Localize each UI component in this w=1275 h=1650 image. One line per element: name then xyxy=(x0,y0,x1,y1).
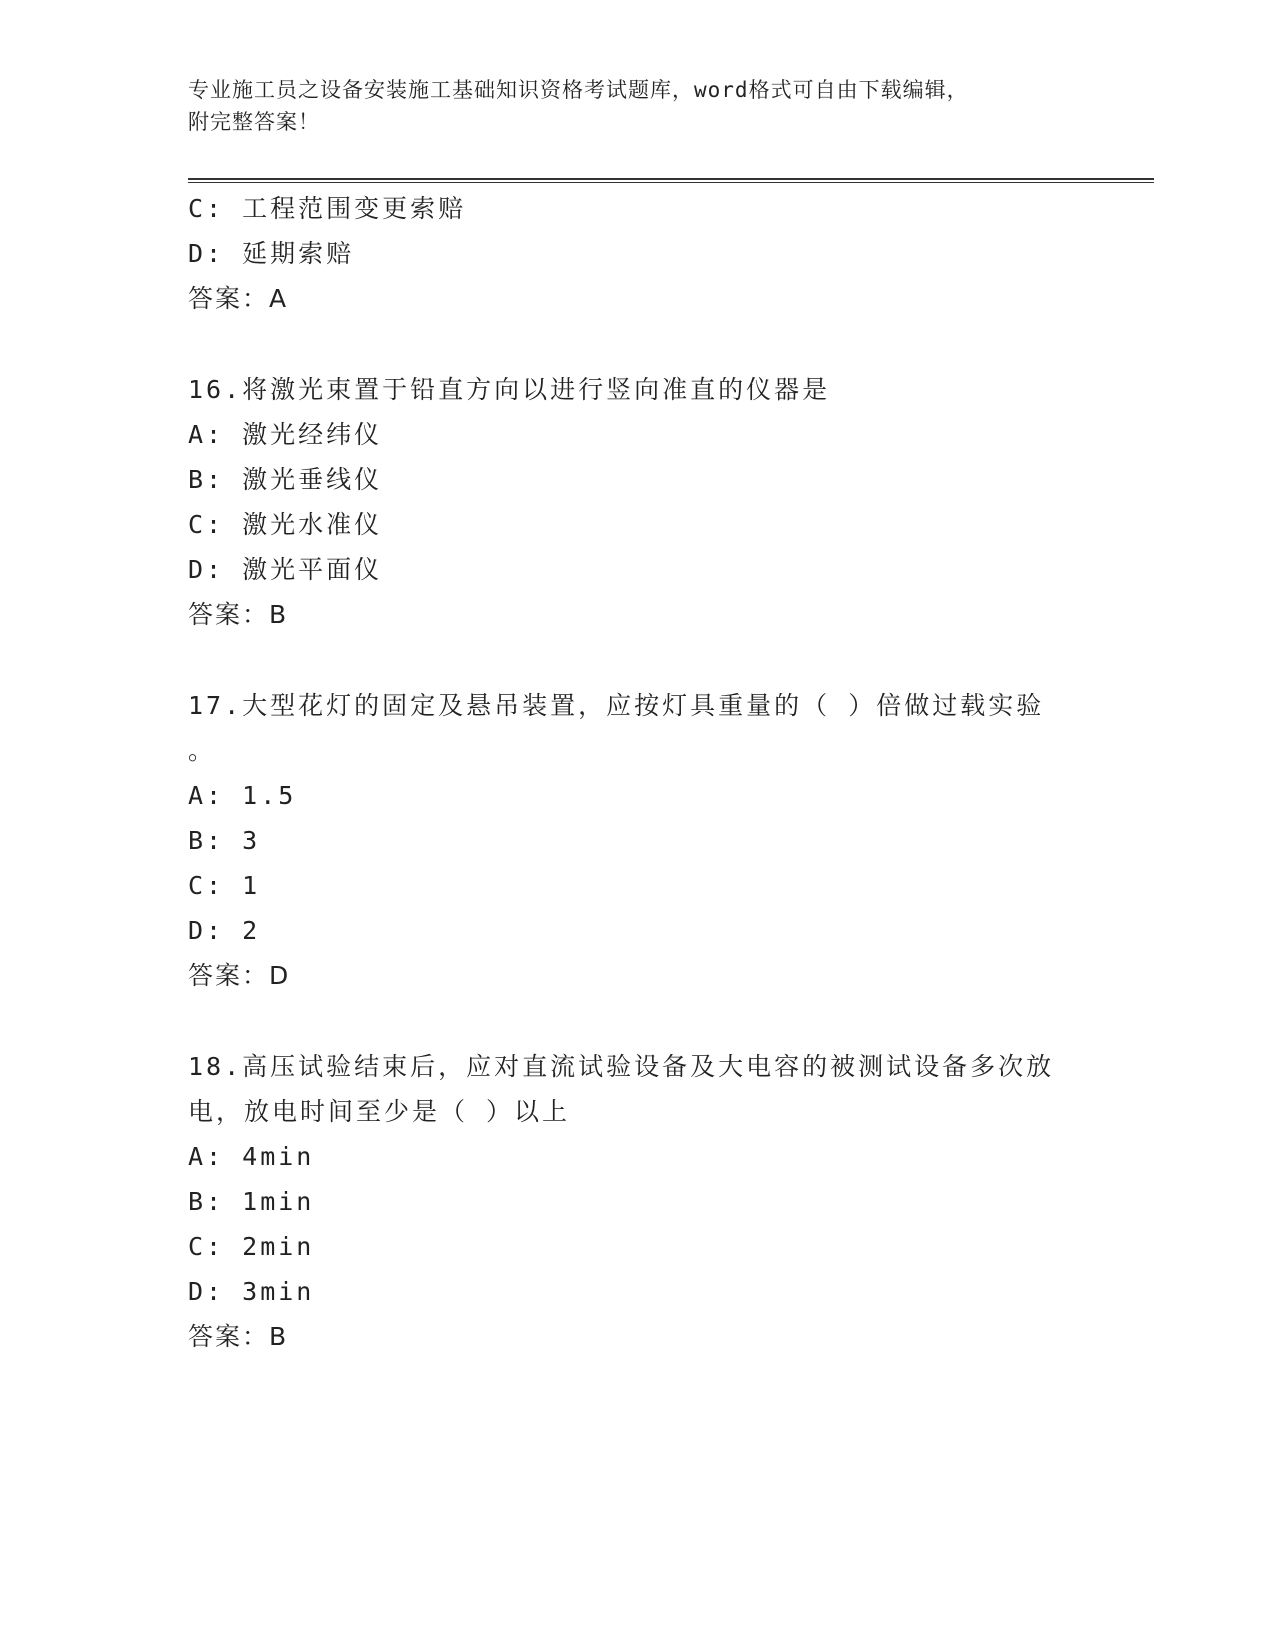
header-line-2: 附完整答案！ xyxy=(188,110,320,134)
q17-stem-line-2: 。 xyxy=(188,736,217,765)
q18-option-a: A: 4min xyxy=(188,1142,315,1171)
q16-answer: 答案：B xyxy=(188,600,289,629)
q18-answer: 答案：B xyxy=(188,1322,289,1351)
header-divider-thin xyxy=(188,182,1154,183)
q15-answer: 答案：A xyxy=(188,284,289,313)
q16-stem: 16.将激光束置于铅直方向以进行竖向准直的仪器是 xyxy=(188,375,831,404)
q16-option-d: D: 激光平面仪 xyxy=(188,555,383,584)
q17-option-a: A: 1.5 xyxy=(188,781,297,810)
header-divider xyxy=(188,178,1154,180)
q17-option-d: D: 2 xyxy=(188,916,261,945)
q17-option-b: B: 3 xyxy=(188,826,261,855)
q16-option-b: B: 激光垂线仪 xyxy=(188,465,383,494)
q18-option-d: D: 3min xyxy=(188,1277,315,1306)
q18-option-c: C: 2min xyxy=(188,1232,315,1261)
q15-option-d: D: 延期索赔 xyxy=(188,239,355,268)
q18-stem-line-2: 电，放电时间至少是（ ）以上 xyxy=(188,1097,571,1126)
header-line-1: 专业施工员之设备安装施工基础知识资格考试题库，word格式可自由下载编辑， xyxy=(188,78,969,102)
q17-answer: 答案：D xyxy=(188,961,291,990)
q17-stem-line-1: 17.大型花灯的固定及悬吊装置，应按灯具重量的（ ）倍做过载实验 xyxy=(188,691,1045,720)
q18-option-b: B: 1min xyxy=(188,1187,315,1216)
q16-option-c: C: 激光水准仪 xyxy=(188,510,383,539)
document-header xyxy=(188,74,1088,138)
q16-option-a: A: 激光经纬仪 xyxy=(188,420,383,449)
q17-option-c: C: 1 xyxy=(188,871,261,900)
q18-stem-line-1: 18.高压试验结束后，应对直流试验设备及大电容的被测试设备多次放 xyxy=(188,1052,1055,1081)
q15-option-c: C: 工程范围变更索赔 xyxy=(188,194,467,223)
